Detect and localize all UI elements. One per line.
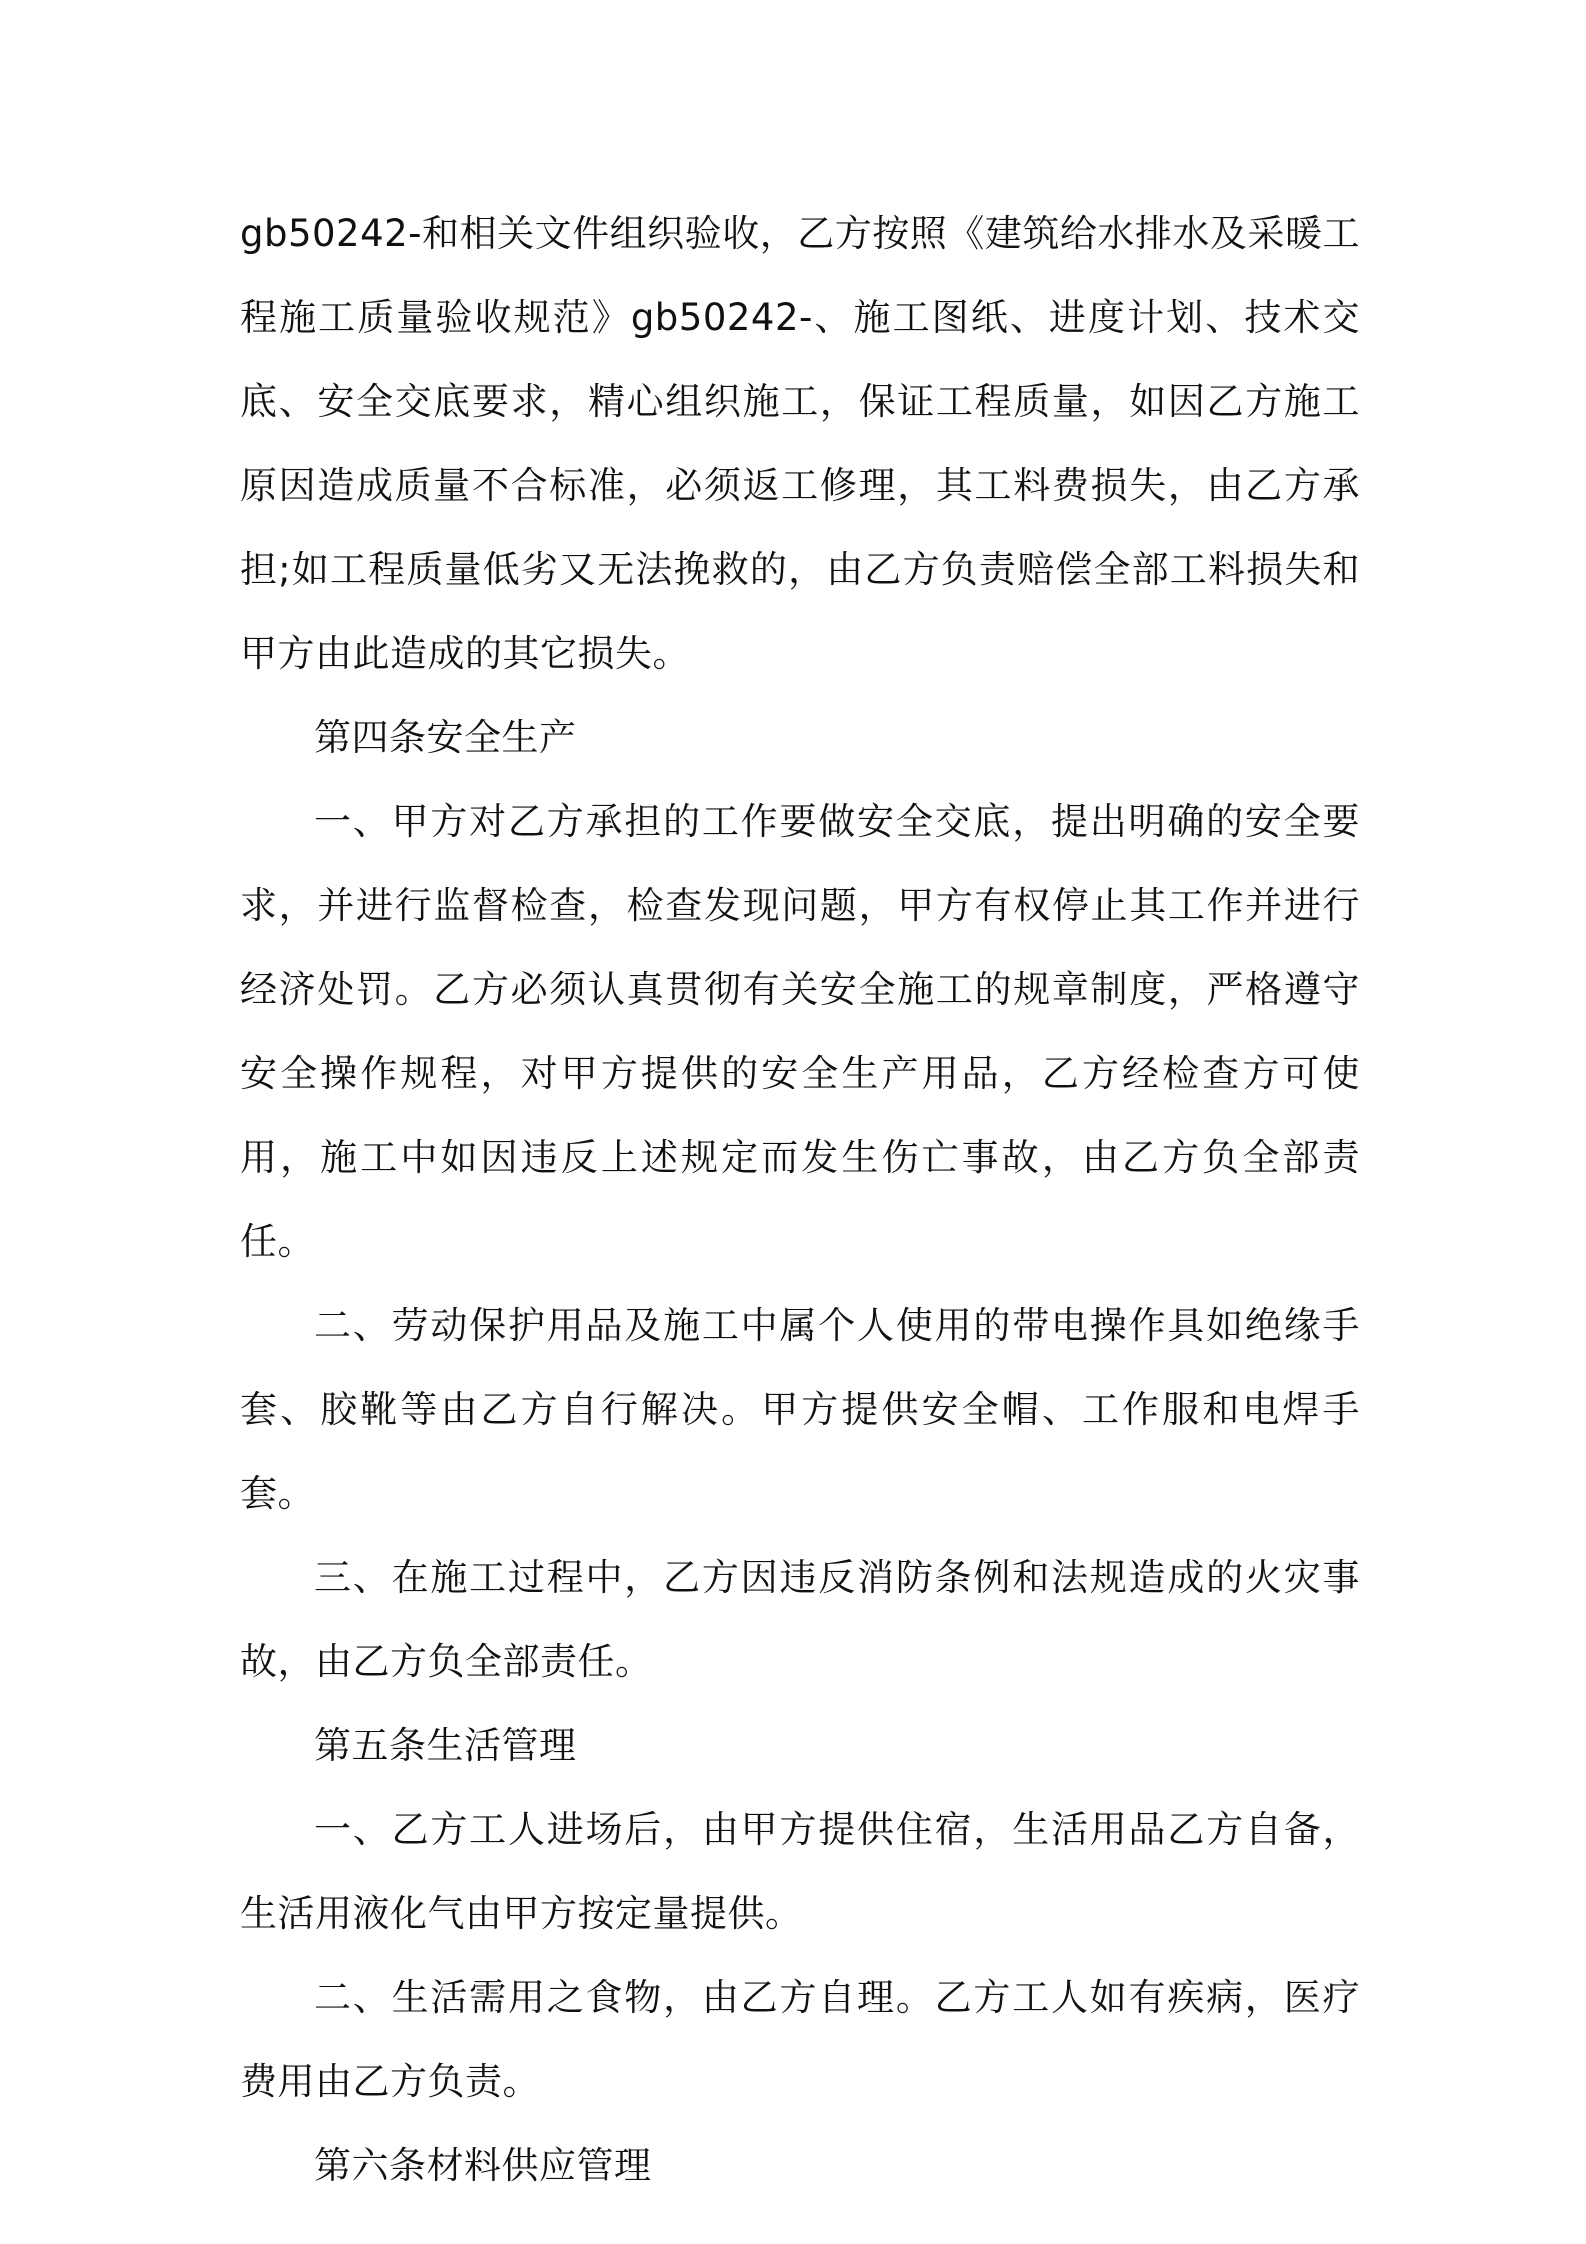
section-heading-living: 第五条生活管理	[314, 1724, 577, 1767]
document-page	[240, 192, 1360, 2208]
paragraph-safety-1: 一、甲方对乙方承担的工作要做安全交底，提出明确的安全要求，并进行监督检查，检查发现问题，甲方有权停止其工作并进行经济处罚。乙方必须认真贯彻有关安全施工的规章制度，严格遵守安全操作规程，对甲方提供的安全生产用品，乙方经检查方可使用，施工中如因违反上述规定而发生伤亡事故，由乙方负全部责任。	[240, 800, 1360, 1263]
paragraph-living-2: 二、生活需用之食物，由乙方自理。乙方工人如有疾病，医疗费用由乙方负责。	[240, 1976, 1360, 2103]
paragraph-living-1: 一、乙方工人进场后，由甲方提供住宿，生活用品乙方自备，生活用液化气由甲方按定量提供。	[240, 1808, 1360, 1935]
section-heading-materials: 第六条材料供应管理	[314, 2144, 652, 2187]
paragraph-quality-acceptance: gb50242-和相关文件组织验收，乙方按照《建筑给水排水及采暖工程施工质量验收规范》gb50242-、施工图纸、进度计划、技术交底、安全交底要求，精心组织施工，保证工程质量，如因乙方施工原因造成质量不合标准，必须返工修理，其工料费损失，由乙方承担;如工程质量低劣又无法挽救的，由乙方负责赔偿全部工料损失和甲方由此造成的其它损失。	[240, 212, 1360, 675]
section-heading-safety: 第四条安全生产	[314, 716, 577, 759]
paragraph-safety-3: 三、在施工过程中，乙方因违反消防条例和法规造成的火灾事故，由乙方负全部责任。	[240, 1556, 1360, 1683]
paragraph-safety-2: 二、劳动保护用品及施工中属个人使用的带电操作具如绝缘手套、胶靴等由乙方自行解决。甲方提供安全帽、工作服和电焊手套。	[240, 1304, 1360, 1515]
